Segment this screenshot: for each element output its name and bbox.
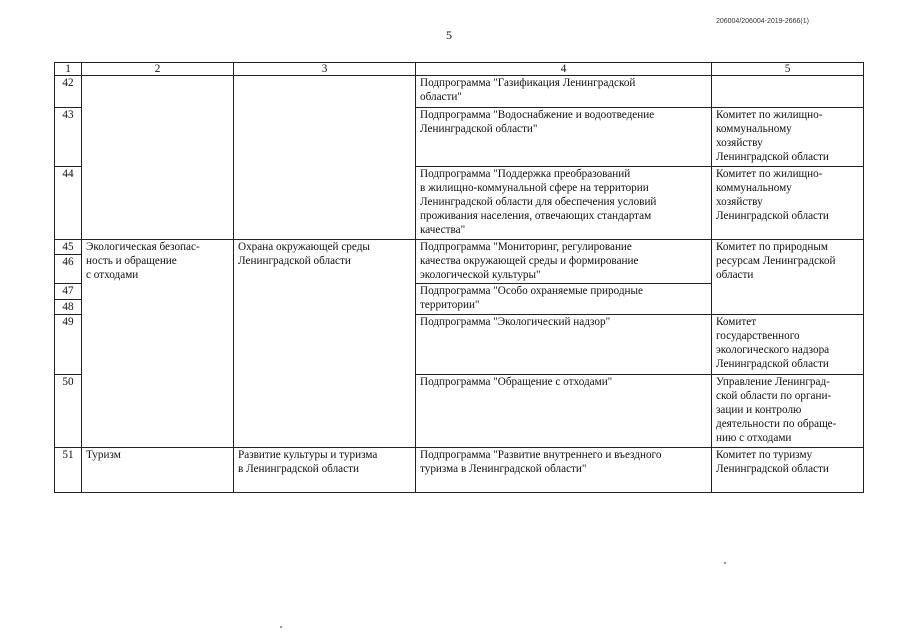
text-line: Подпрограмма "Газификация Ленинградской <box>420 77 636 89</box>
text-line: Подпрограмма "Мониторинг, регулирование <box>420 241 632 253</box>
row-number: 46 <box>55 255 82 284</box>
row-number: 51 <box>55 448 82 493</box>
header-cell: 1 <box>55 63 82 76</box>
text-line: качества" <box>420 224 466 236</box>
row-number: 47 <box>55 284 82 300</box>
scan-speck <box>280 626 282 628</box>
page-number: 5 <box>446 28 452 42</box>
row-number: 49 <box>55 315 82 375</box>
cell-subprogram <box>416 167 712 240</box>
cell-direction <box>82 448 234 493</box>
cell-executor <box>712 108 864 167</box>
table-row <box>55 240 864 255</box>
text-line: территории" <box>420 299 480 311</box>
text-line: ресурсам Ленинградской <box>716 255 836 267</box>
row-number: 50 <box>55 375 82 448</box>
text-line: Комитет по туризму <box>716 449 813 461</box>
row-number: 44 <box>55 167 82 240</box>
text-line: в Ленинградской области <box>238 463 359 475</box>
programs-table <box>54 62 864 493</box>
text-line: Ленинградской области <box>716 358 829 370</box>
scan-speck <box>724 562 726 564</box>
text-line: Экологическая безопас- <box>86 241 200 253</box>
text-line: экологической культуры" <box>420 269 541 281</box>
text-line: Развитие культуры и туризма <box>238 449 378 461</box>
text-line: области" <box>420 91 462 103</box>
text-line: Комитет <box>716 316 757 328</box>
cell-subprogram <box>416 315 712 375</box>
row-number: 43 <box>55 108 82 167</box>
text-line: коммунальному <box>716 182 792 194</box>
cell-executor-empty <box>712 76 864 108</box>
text-line: Подпрограмма "Водоснабжение и водоотведение <box>420 109 655 121</box>
text-line: с отходами <box>86 269 139 281</box>
cell-subprogram <box>416 284 712 315</box>
text-line: Ленинградской области <box>716 210 829 222</box>
text-line: хозяйству <box>716 196 763 208</box>
text-line: деятельности по обраще- <box>716 418 837 430</box>
text-line: ность и обращение <box>86 255 177 267</box>
text-line: Управление Ленинград- <box>716 376 830 388</box>
text-line: качества окружающей среды и формирование <box>420 255 639 267</box>
table-row <box>55 76 864 108</box>
text-line: зации и контролю <box>716 404 802 416</box>
text-line: туризма в Ленинградской области" <box>420 463 587 475</box>
text-line: Подпрограмма "Обращение с отходами" <box>420 376 613 388</box>
header-cell: 3 <box>234 63 416 76</box>
header-cell: 2 <box>82 63 234 76</box>
text-line: Подпрограмма "Особо охраняемые природные <box>420 285 644 297</box>
row-number: 48 <box>55 300 82 315</box>
text-line: Ленинградской области <box>716 463 829 475</box>
text-line: Комитет по жилищно- <box>716 109 823 121</box>
cell-subprogram <box>416 448 712 493</box>
text-line: области <box>716 269 754 281</box>
row-number: 45 <box>55 240 82 255</box>
table-row <box>55 448 864 493</box>
text-line: Ленинградской области" <box>420 123 538 135</box>
text-line: Подпрограмма "Экологический надзор" <box>420 316 611 328</box>
cell-executor <box>712 240 864 315</box>
cell-program-empty <box>234 76 416 240</box>
text-line: коммунальному <box>716 123 792 135</box>
cell-direction-empty <box>82 76 234 240</box>
cell-program <box>234 240 416 448</box>
text-line: в жилищно-коммунальной сфере на территории <box>420 182 649 194</box>
cell-subprogram <box>416 108 712 167</box>
text-line: проживания населения, отвечающих стандартам <box>420 210 652 222</box>
text-line: Охрана окружающей среды <box>238 241 370 253</box>
document-id: 206004/206004-2019-2666(1) <box>715 18 809 25</box>
text-line: Комитет по жилищно- <box>716 168 823 180</box>
text-line: Подпрограмма "Поддержка преобразований <box>420 168 631 180</box>
text-line: Ленинградской области <box>716 151 829 163</box>
row-number: 42 <box>55 76 82 108</box>
text-line: нию с отходами <box>716 432 792 444</box>
cell-executor <box>712 167 864 240</box>
text-line: ской области по органи- <box>716 390 832 402</box>
cell-executor <box>712 315 864 375</box>
text-line: хозяйству <box>716 137 763 149</box>
text-line: Туризм <box>86 449 121 461</box>
header-cell: 5 <box>712 63 864 76</box>
text-line: Ленинградской области для обеспечения условий <box>420 196 657 208</box>
header-row <box>55 63 864 76</box>
text-line: экологического надзора <box>716 344 830 356</box>
cell-subprogram <box>416 240 712 284</box>
text-line: Комитет по природным <box>716 241 828 253</box>
header-cell: 4 <box>416 63 712 76</box>
text-line: государственного <box>716 330 800 342</box>
cell-executor <box>712 448 864 493</box>
text-line: Подпрограмма "Развитие внутреннего и въездного <box>420 449 662 461</box>
cell-program <box>234 448 416 493</box>
cell-direction <box>82 240 234 448</box>
cell-subprogram <box>416 375 712 448</box>
cell-executor <box>712 375 864 448</box>
cell-subprogram <box>416 76 712 108</box>
text-line: Ленинградской области <box>238 255 351 267</box>
